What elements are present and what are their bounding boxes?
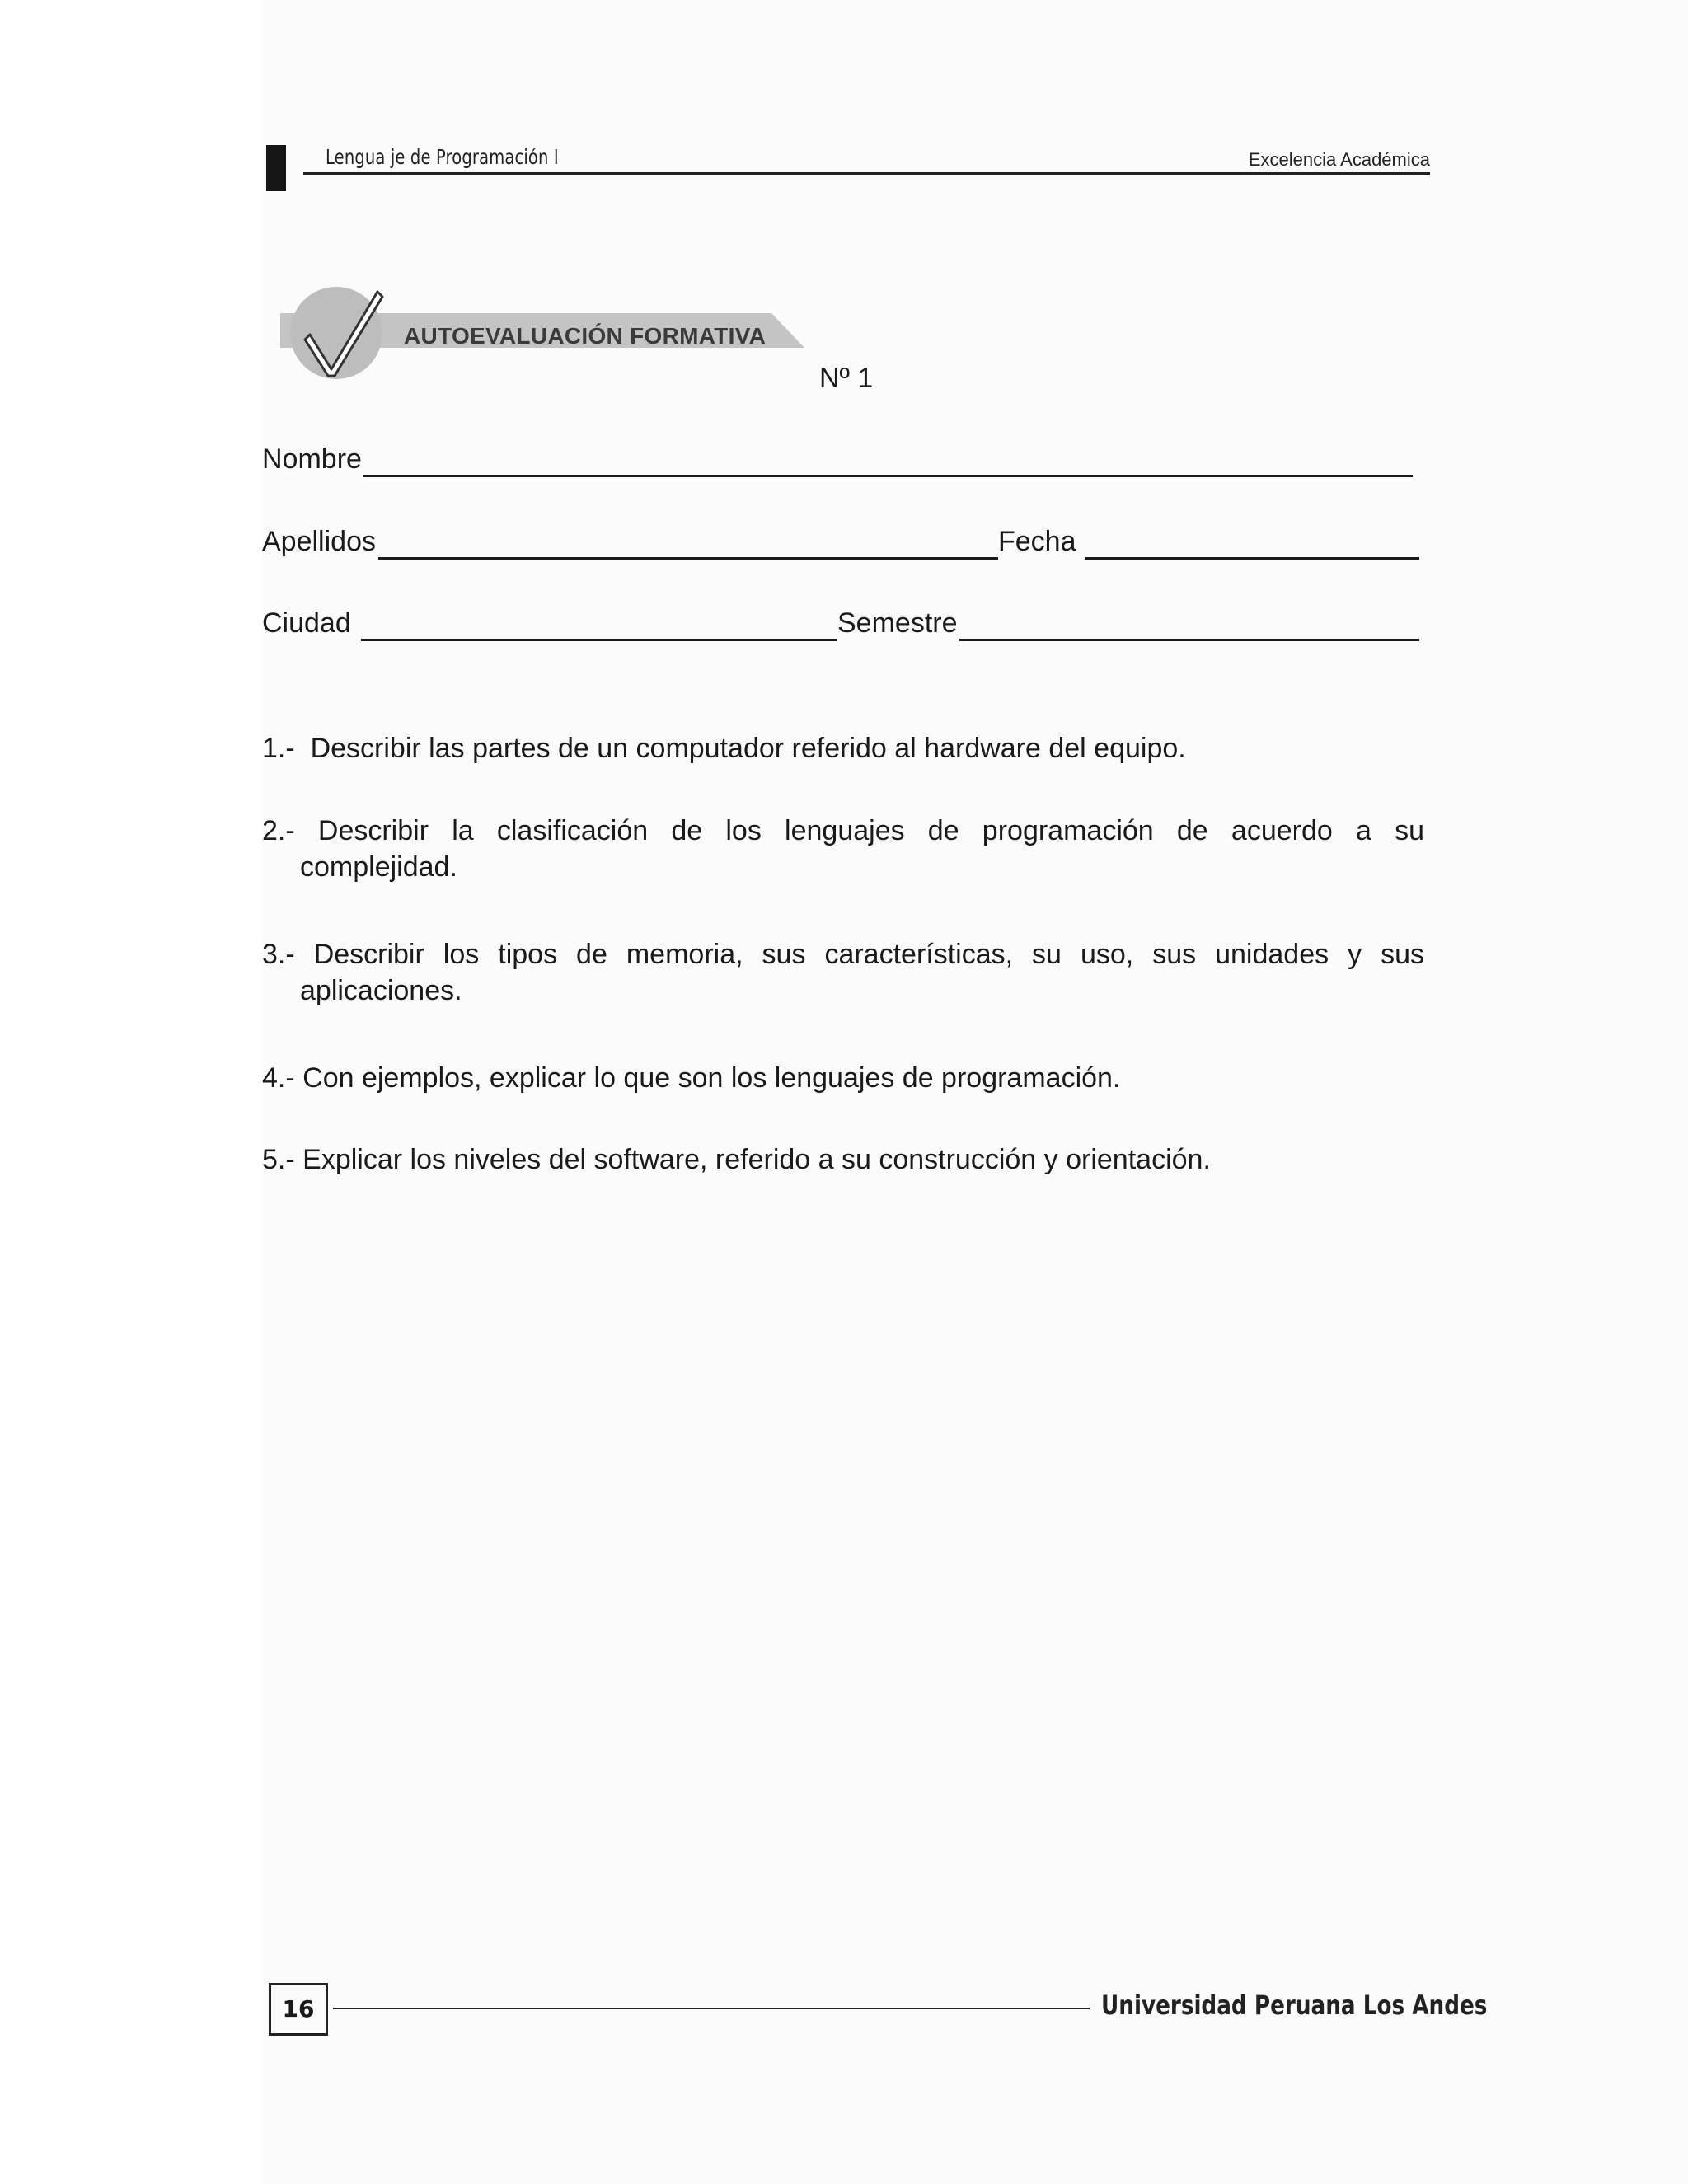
question-number: 1.- bbox=[262, 733, 295, 764]
question-3 bbox=[262, 934, 1424, 975]
question-1 bbox=[262, 728, 1424, 769]
header-marker bbox=[266, 145, 286, 191]
question-4 bbox=[262, 1057, 1424, 1099]
nombre-label: Nombre bbox=[262, 443, 362, 475]
semestre-field[interactable] bbox=[959, 639, 1419, 641]
question-text: Describir los tipos de memoria, sus características, su uso, sus unidades y sus bbox=[313, 939, 1424, 970]
question-2 bbox=[262, 810, 1424, 851]
header-title: Lengua je de Programación I bbox=[326, 145, 559, 169]
apellidos-label: Apellidos bbox=[262, 526, 376, 557]
question-number: 5.- bbox=[262, 1144, 295, 1175]
page-number: 16 bbox=[269, 1983, 328, 2036]
header-rule bbox=[303, 172, 1430, 175]
question-text: Describir las partes de un computador referido al hardware del equipo. bbox=[310, 733, 1186, 764]
question-number: 3.- bbox=[262, 939, 295, 970]
fecha-field[interactable] bbox=[1085, 557, 1419, 560]
ciudad-field[interactable] bbox=[361, 639, 837, 641]
footer-university: Universidad Peruana Los Andes bbox=[1101, 1990, 1488, 2021]
semestre-label: Semestre bbox=[837, 607, 958, 639]
question-2-continuation: complejidad. bbox=[300, 851, 457, 883]
banner-label: AUTOEVALUACIÓN FORMATIVA bbox=[404, 323, 767, 349]
question-5 bbox=[262, 1139, 1424, 1180]
question-text: Describir la clasificación de los lenguajes de programación de acuerdo a su bbox=[317, 815, 1424, 846]
header-right-text: Excelencia Académica bbox=[1248, 149, 1430, 170]
nombre-field[interactable] bbox=[363, 475, 1413, 477]
question-number: 4.- bbox=[262, 1062, 295, 1094]
question-number: 2.- bbox=[262, 815, 295, 846]
question-text: Explicar los niveles del software, referido a su construcción y orientación. bbox=[302, 1144, 1211, 1175]
apellidos-field[interactable] bbox=[378, 557, 998, 560]
fecha-label: Fecha bbox=[998, 526, 1076, 557]
question-text: Con ejemplos, explicar lo que son los lenguajes de programación. bbox=[302, 1062, 1121, 1094]
evaluation-number: Nº 1 bbox=[819, 363, 874, 394]
ciudad-label: Ciudad bbox=[262, 607, 351, 639]
footer-rule bbox=[333, 2008, 1090, 2009]
question-3-continuation: aplicaciones. bbox=[300, 975, 462, 1006]
